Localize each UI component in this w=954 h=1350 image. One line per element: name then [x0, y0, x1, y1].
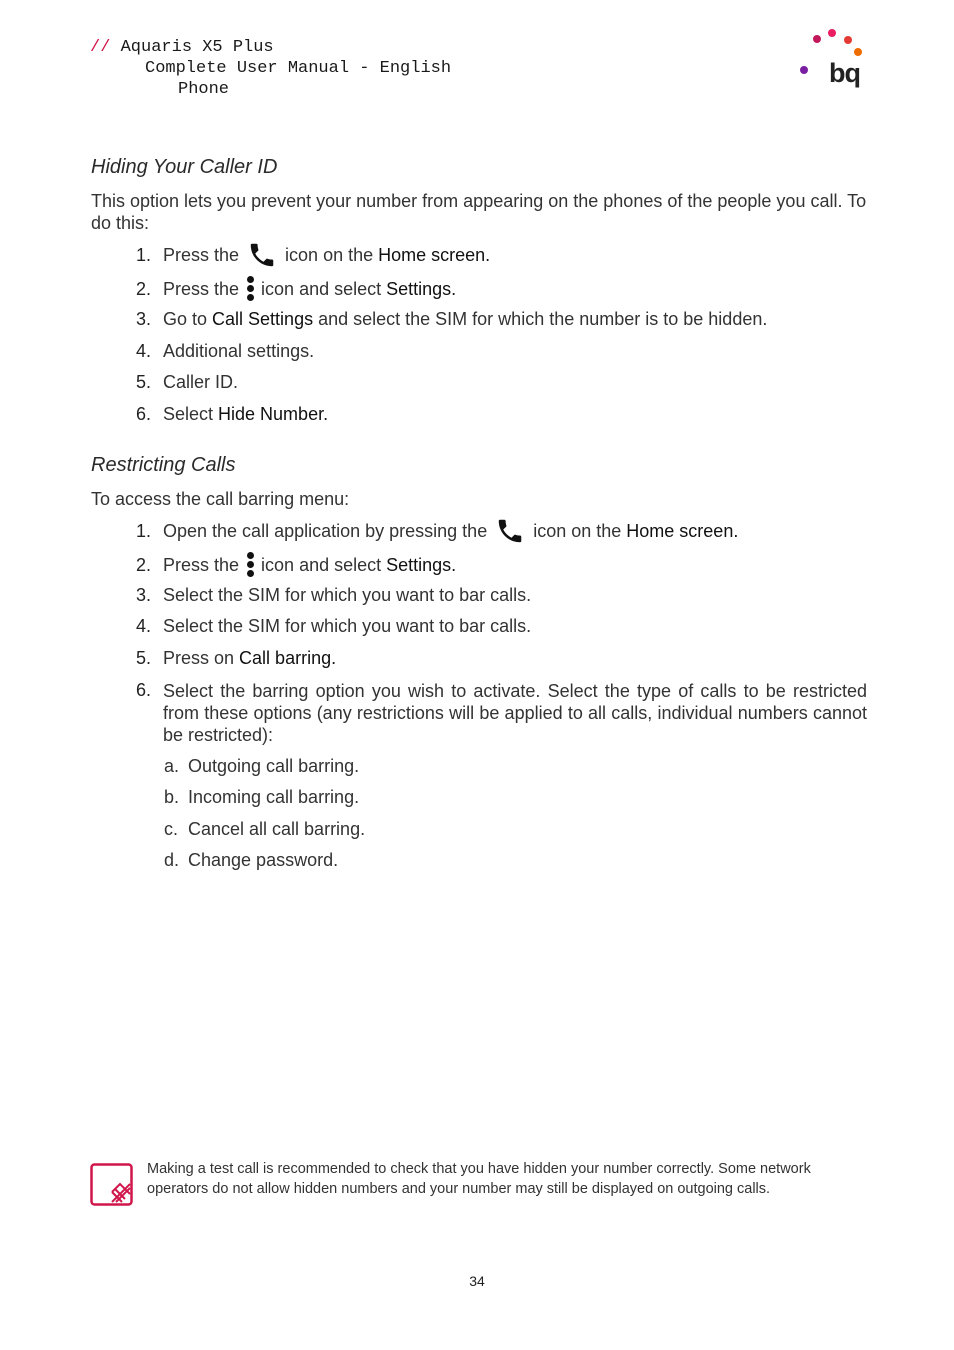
step-text: Select [163, 404, 214, 424]
list-item [136, 680, 867, 746]
header-line-2: Complete User Manual - English [145, 59, 452, 78]
phone-icon [493, 516, 527, 546]
step-emphasis: Settings. [386, 278, 457, 299]
list-number: 5. [136, 648, 152, 668]
section-title-hiding: Hiding Your Caller ID [91, 156, 278, 178]
step-text: and select the SIM for which the number is to be hidden. [318, 309, 768, 329]
step-text: Select the SIM for which you want to bar calls. [163, 616, 532, 636]
option-text: Incoming call barring. [188, 787, 360, 807]
list-number: 2. [136, 554, 152, 575]
list-number: 3. [136, 309, 152, 329]
list-item [136, 616, 531, 637]
list-number: 4. [136, 616, 152, 636]
step-text: Press on [163, 648, 235, 668]
logo-dot [854, 48, 862, 56]
step-text: Select the SIM for which you want to bar calls. [163, 585, 532, 605]
step-emphasis: Settings. [386, 554, 457, 575]
logo-dot [828, 29, 836, 37]
list-item [136, 276, 456, 302]
step-emphasis: Hide Number. [218, 404, 329, 424]
list-letter: d. [164, 850, 180, 870]
more-vertical-icon [245, 552, 255, 578]
list-letter: b. [164, 787, 180, 807]
list-item [136, 516, 738, 546]
list-item [136, 309, 767, 330]
list-subitem [164, 819, 365, 840]
logo-text: bq [829, 58, 860, 88]
step-emphasis: Home screen. [626, 520, 739, 541]
section-intro-hiding: This option lets you prevent your number from appearing on the phones of the people you call. To do this: [91, 191, 867, 233]
more-vertical-icon [245, 276, 255, 302]
step-text: icon and select [261, 554, 382, 575]
list-item [136, 240, 490, 270]
list-item [136, 372, 238, 393]
step-emphasis: Call Settings [212, 309, 314, 329]
logo-dot [813, 35, 821, 43]
list-number: 2. [136, 278, 152, 299]
step-text: Select the barring option you wish to activate. Select the type of calls to be restricted from these options (any restrictions will be applied to all calls, individual numbers cannot be restricted): [163, 681, 867, 745]
note-pencil-icon [90, 1163, 133, 1206]
step-text: Press the [163, 278, 240, 299]
option-text: Cancel all call barring. [188, 819, 366, 839]
step-text: Caller ID. [163, 372, 239, 392]
option-text: Change password. [188, 850, 339, 870]
list-item [136, 585, 531, 606]
logo-dot [800, 66, 808, 74]
document-header [90, 37, 451, 100]
header-line-1 [90, 37, 451, 58]
step-text: Additional settings. [163, 341, 315, 361]
logo-dot [844, 36, 852, 44]
step-text: icon and select [261, 278, 382, 299]
list-letter: c. [164, 819, 179, 839]
list-letter: a. [164, 756, 180, 776]
section-intro-restricting: To access the call barring menu: [91, 489, 350, 509]
list-number: 1. [136, 520, 152, 541]
step-emphasis: Home screen. [378, 244, 491, 265]
option-text: Outgoing call barring. [188, 756, 360, 776]
step-emphasis: Call barring. [239, 648, 337, 668]
list-item [136, 552, 456, 578]
list-subitem [164, 756, 359, 777]
step-text: Go to [163, 309, 208, 329]
phone-icon [245, 240, 279, 270]
step-text: icon on the [285, 244, 374, 265]
list-number: 3. [136, 585, 152, 605]
header-prefix: // [90, 38, 111, 57]
step-text: Open the call application by pressing the [163, 520, 488, 541]
step-text: Press the [163, 554, 240, 575]
step-text: Press the [163, 244, 240, 265]
section-title-restricting: Restricting Calls [91, 454, 236, 476]
list-item [136, 341, 314, 362]
list-subitem [164, 787, 359, 808]
list-item [136, 648, 336, 669]
header-line-3: Phone [178, 80, 230, 99]
list-number: 6. [136, 404, 152, 424]
step-text: icon on the [533, 520, 622, 541]
list-number: 4. [136, 341, 152, 361]
list-number: 6. [136, 680, 152, 700]
header-product: Aquaris X5 Plus [120, 38, 274, 57]
note-text: Making a test call is recommended to check that you have hidden your number correctly. Some network operators do not allow hidden numbers and your number may still be displayed on outgoing calls. [147, 1161, 811, 1197]
list-number: 1. [136, 244, 152, 265]
bq-logo [798, 28, 868, 98]
page-number: 34 [469, 1273, 485, 1289]
list-subitem [164, 850, 338, 871]
list-item [136, 404, 328, 425]
list-number: 5. [136, 372, 152, 392]
